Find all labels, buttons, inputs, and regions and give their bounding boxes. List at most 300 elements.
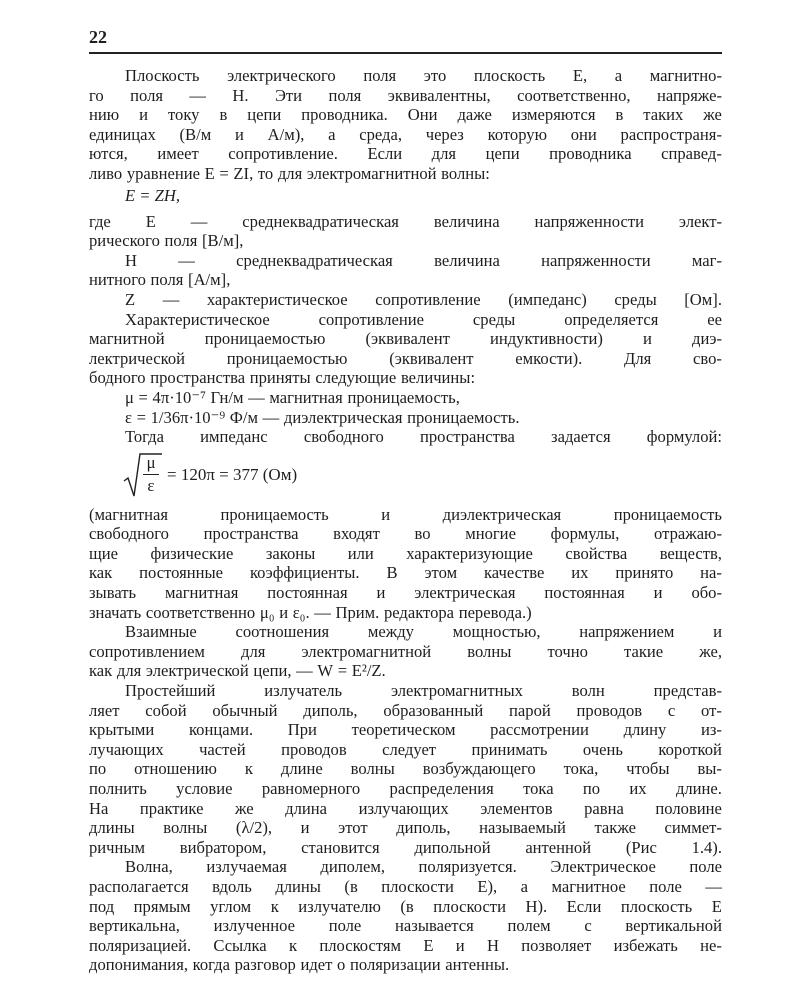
word: элементов bbox=[480, 798, 553, 818]
word: электрического bbox=[227, 66, 336, 85]
word: тока bbox=[523, 779, 554, 798]
word: а bbox=[328, 124, 336, 144]
word: магнитное bbox=[551, 876, 626, 896]
word: бодного bbox=[89, 368, 146, 388]
word: проницаемостью bbox=[226, 348, 348, 368]
word: (Рис bbox=[625, 837, 657, 857]
word: магнитная bbox=[269, 387, 343, 407]
sqrt-numerator: μ bbox=[146, 452, 156, 472]
word: распределения bbox=[389, 779, 494, 798]
word: как bbox=[89, 563, 113, 583]
word: 4π·10⁻⁷ bbox=[152, 387, 206, 407]
word: (в bbox=[400, 896, 414, 916]
word: с bbox=[667, 700, 676, 720]
word: этот bbox=[338, 818, 368, 838]
word: — bbox=[314, 602, 331, 622]
word: прямым bbox=[133, 896, 191, 916]
word: поляризации bbox=[349, 955, 441, 975]
word: соответственно bbox=[145, 602, 256, 622]
word: магнитно- bbox=[649, 66, 722, 85]
word: Если bbox=[367, 144, 403, 164]
word: на- bbox=[700, 563, 722, 583]
word: вертикальной bbox=[625, 916, 722, 936]
word: среды bbox=[472, 309, 516, 329]
word: величины: bbox=[400, 368, 476, 388]
word: — bbox=[189, 85, 206, 105]
word: антенной bbox=[525, 837, 592, 857]
word: = bbox=[337, 661, 348, 681]
word: пространства bbox=[203, 524, 299, 544]
word: качестве bbox=[483, 563, 545, 583]
word: позволяет bbox=[521, 935, 592, 955]
word: имеет bbox=[157, 144, 199, 164]
word: следующие bbox=[315, 368, 397, 388]
word: длине bbox=[280, 759, 323, 779]
word: и bbox=[381, 504, 391, 524]
word: напряженности bbox=[534, 211, 644, 231]
word: H bbox=[125, 250, 137, 270]
word: ε₀. bbox=[292, 602, 310, 622]
word: проницаемость bbox=[613, 504, 722, 524]
word: диполь, bbox=[303, 700, 358, 720]
word: для bbox=[116, 661, 142, 681]
text-line bbox=[89, 759, 722, 779]
word: допонимания, bbox=[89, 955, 188, 975]
word: вдоль bbox=[212, 876, 252, 896]
word: проводника. bbox=[301, 105, 388, 125]
text-line bbox=[89, 251, 722, 271]
word: Взаимные bbox=[125, 622, 197, 642]
word: и bbox=[653, 583, 663, 603]
word: плоскость bbox=[620, 896, 693, 916]
word: характеристическое bbox=[206, 289, 348, 309]
word: углом bbox=[210, 896, 252, 916]
text-line bbox=[89, 125, 722, 145]
word: как bbox=[89, 661, 113, 681]
word: [Ом]. bbox=[684, 289, 722, 309]
word: к bbox=[288, 935, 298, 955]
text-line bbox=[89, 368, 722, 388]
word: и bbox=[300, 818, 310, 838]
text-line bbox=[89, 661, 722, 681]
word: обо- bbox=[691, 583, 722, 603]
word: излучатель bbox=[264, 681, 343, 701]
word: они bbox=[570, 124, 597, 144]
word: формулы, bbox=[550, 524, 620, 544]
word: парой bbox=[509, 700, 551, 720]
word: мощностью, bbox=[452, 622, 541, 642]
word: длина bbox=[285, 798, 328, 818]
word: ричным bbox=[89, 837, 146, 857]
word: среднеквадратическая bbox=[236, 250, 393, 270]
word: идет bbox=[300, 955, 333, 975]
word: многие bbox=[465, 524, 516, 544]
word: длины bbox=[275, 876, 321, 896]
word: плоскости bbox=[433, 896, 506, 916]
formula-result: = 120π = 377 (Ом) bbox=[167, 464, 298, 484]
word: в bbox=[219, 105, 228, 125]
word: поля bbox=[363, 66, 397, 85]
word: величина bbox=[434, 250, 500, 270]
word: полем bbox=[507, 916, 551, 936]
word: от- bbox=[701, 700, 722, 720]
word: единицах bbox=[89, 124, 156, 144]
word: На bbox=[89, 798, 109, 818]
word: соотношения bbox=[235, 622, 330, 642]
word: уравнение bbox=[126, 163, 200, 183]
word: таких bbox=[643, 105, 684, 125]
word: перевода.) bbox=[458, 602, 532, 622]
word: редактора bbox=[383, 602, 455, 622]
word: вибратором, bbox=[179, 837, 267, 857]
text-line bbox=[89, 544, 722, 564]
word: под bbox=[89, 896, 115, 916]
text-line bbox=[89, 955, 722, 975]
word: H. bbox=[232, 85, 249, 105]
word: емкости). bbox=[515, 348, 583, 368]
word: магнитная bbox=[164, 583, 239, 603]
word: го bbox=[89, 85, 104, 105]
word: [В/м], bbox=[202, 231, 244, 251]
word: постоянная bbox=[544, 583, 625, 603]
word: тока, bbox=[563, 759, 599, 779]
word: половине bbox=[655, 798, 722, 818]
word: Гн/м bbox=[210, 387, 244, 407]
text-line bbox=[89, 270, 722, 290]
word: Характеристическое bbox=[125, 309, 270, 329]
word: и bbox=[139, 105, 149, 125]
word: пространства bbox=[150, 368, 246, 388]
word: веществ, bbox=[659, 543, 722, 563]
word: Тогда bbox=[125, 427, 164, 447]
word: для bbox=[241, 641, 266, 661]
word: сопротивление. bbox=[228, 144, 338, 164]
word: постоянные bbox=[139, 563, 224, 583]
text-line bbox=[89, 349, 722, 369]
word: ее bbox=[707, 309, 722, 329]
word: справед- bbox=[661, 144, 722, 164]
word: волны bbox=[163, 818, 208, 838]
word: и bbox=[455, 935, 465, 955]
text-line bbox=[89, 329, 722, 349]
word: сопротивление bbox=[375, 289, 481, 309]
text-line bbox=[89, 212, 722, 232]
word: Ф/м bbox=[229, 407, 259, 427]
word: пространства bbox=[419, 427, 515, 447]
word: поле bbox=[328, 916, 362, 936]
word: Для bbox=[624, 348, 652, 368]
word: для bbox=[431, 144, 457, 164]
word: свойства bbox=[565, 543, 628, 563]
word: электромагнитных bbox=[390, 681, 523, 701]
word: поляризацией. bbox=[89, 935, 192, 955]
word: E), bbox=[477, 876, 498, 896]
text-line bbox=[89, 916, 722, 936]
word: — bbox=[178, 250, 195, 270]
word: и bbox=[234, 124, 244, 144]
word: по bbox=[89, 759, 107, 779]
word: E²/Z. bbox=[351, 661, 386, 681]
word: Электрическое bbox=[550, 857, 656, 877]
word: среда, bbox=[359, 124, 402, 144]
word: принято bbox=[615, 563, 674, 583]
word: цепи bbox=[485, 144, 520, 164]
word: длине. bbox=[675, 779, 722, 798]
word: (магнитная bbox=[89, 504, 168, 524]
word: величина bbox=[433, 211, 500, 231]
word: W bbox=[317, 661, 334, 681]
word: поле bbox=[649, 876, 682, 896]
text-line bbox=[89, 583, 722, 603]
body-text bbox=[89, 66, 722, 975]
word: соответственно, bbox=[517, 85, 631, 105]
word: излученное bbox=[213, 916, 295, 936]
word: и bbox=[376, 583, 386, 603]
word: или bbox=[347, 543, 374, 563]
text-line bbox=[89, 838, 722, 858]
text-line bbox=[89, 524, 722, 544]
word: задается bbox=[551, 427, 611, 447]
word: = bbox=[136, 407, 146, 427]
text-line bbox=[89, 701, 722, 721]
word: электромагнитной bbox=[301, 641, 432, 661]
word: принимать bbox=[471, 739, 548, 759]
text-line bbox=[89, 86, 722, 106]
word: Если bbox=[566, 896, 602, 916]
word: физические bbox=[150, 543, 234, 563]
word: Z bbox=[125, 289, 136, 309]
word: μ bbox=[125, 387, 134, 407]
text-line bbox=[89, 603, 722, 623]
word: свободного bbox=[303, 427, 384, 447]
text-line bbox=[89, 66, 722, 86]
word: свободного bbox=[89, 524, 169, 544]
word: избежать bbox=[613, 935, 678, 955]
page-number: 22 bbox=[89, 27, 107, 47]
word: даже bbox=[457, 105, 492, 125]
word: обычный bbox=[212, 700, 278, 720]
word: когда bbox=[192, 955, 230, 975]
word: короткой bbox=[658, 739, 722, 759]
word: не- bbox=[700, 935, 722, 955]
word: напряжением bbox=[579, 622, 675, 642]
word: где bbox=[89, 211, 111, 231]
word: характеризующие bbox=[406, 543, 533, 563]
word: сво- bbox=[693, 348, 722, 368]
word: напряженности bbox=[541, 250, 651, 270]
word: индуктивности) bbox=[489, 329, 603, 349]
word: ливо bbox=[89, 163, 123, 183]
word: (импеданс) bbox=[508, 289, 587, 309]
word: (эквивалент bbox=[365, 329, 450, 349]
word: постоянная bbox=[267, 583, 348, 603]
word: практике bbox=[139, 798, 204, 818]
word: Ссылка bbox=[213, 935, 267, 955]
word: для bbox=[277, 163, 303, 183]
word: Волна, bbox=[125, 857, 173, 877]
word: элект- bbox=[678, 211, 722, 231]
word: то bbox=[257, 163, 274, 183]
word: приняты bbox=[249, 368, 311, 388]
word: проницаемостью bbox=[204, 329, 326, 349]
word: зывать bbox=[89, 583, 137, 603]
word: H bbox=[486, 935, 499, 955]
word: электромагнитной bbox=[306, 163, 437, 183]
word: полнить bbox=[89, 779, 147, 798]
word: называемый bbox=[479, 818, 566, 838]
word: рассмотрении bbox=[490, 720, 589, 740]
word: с bbox=[584, 916, 592, 936]
word: = bbox=[138, 387, 148, 407]
word: E, bbox=[572, 66, 588, 85]
word: излучаемая bbox=[206, 857, 287, 877]
word: среднеквадратическая bbox=[242, 211, 399, 231]
word: значать bbox=[89, 602, 142, 622]
word: ются, bbox=[89, 144, 128, 164]
word: законы bbox=[265, 543, 316, 563]
word: щие bbox=[89, 543, 119, 563]
text-line bbox=[89, 936, 722, 956]
word: следует bbox=[382, 739, 437, 759]
text-line bbox=[89, 857, 722, 877]
word: теоретическом bbox=[351, 720, 456, 740]
word: к bbox=[244, 759, 253, 779]
word: В bbox=[386, 563, 398, 583]
text-line bbox=[89, 105, 722, 125]
word: проницаемость, bbox=[347, 387, 460, 407]
text-line bbox=[89, 877, 722, 897]
word: которую bbox=[487, 124, 547, 144]
word: отношению bbox=[134, 759, 217, 779]
word: (эквивалент bbox=[389, 348, 474, 368]
word: лектрической bbox=[89, 348, 186, 368]
word: концами. bbox=[188, 720, 254, 740]
word: отражаю- bbox=[654, 524, 722, 544]
word: разговор bbox=[234, 955, 296, 975]
word: о bbox=[337, 955, 346, 975]
text-line bbox=[89, 388, 722, 408]
word: плоскость bbox=[473, 66, 546, 85]
word: сопротивлением bbox=[89, 641, 205, 661]
header-rule bbox=[89, 52, 722, 54]
word: такие bbox=[624, 641, 664, 661]
word: напряже- bbox=[657, 85, 722, 105]
word: образованный bbox=[383, 700, 484, 720]
word: а bbox=[614, 66, 623, 85]
word: поля bbox=[164, 231, 198, 251]
word: и bbox=[279, 602, 289, 622]
word: волн bbox=[571, 681, 605, 701]
word: сопротивление bbox=[318, 309, 425, 329]
word: представ- bbox=[653, 681, 722, 701]
text-line bbox=[89, 799, 722, 819]
word: распространя- bbox=[620, 124, 722, 144]
text-line bbox=[89, 642, 722, 662]
word: поля bbox=[150, 270, 184, 290]
text-line bbox=[89, 720, 722, 740]
word: диполем, bbox=[320, 857, 385, 877]
word: электрической bbox=[145, 661, 249, 681]
word: же bbox=[703, 105, 722, 125]
word: (В/м bbox=[179, 124, 212, 144]
word: частей bbox=[199, 739, 246, 759]
word: очень bbox=[582, 739, 623, 759]
text-line bbox=[89, 505, 722, 525]
sqrt-denominator: ε bbox=[147, 475, 155, 495]
word: равномерного bbox=[261, 779, 361, 798]
word: в bbox=[615, 105, 624, 125]
text-line bbox=[89, 164, 722, 184]
word: поляризуется. bbox=[418, 857, 517, 877]
word: поля bbox=[328, 85, 362, 105]
word: нию bbox=[89, 105, 120, 125]
word: по bbox=[582, 779, 601, 798]
word: условие bbox=[176, 779, 233, 798]
word: Простейший bbox=[125, 681, 216, 701]
word: волны: bbox=[441, 163, 490, 183]
fraction-bar bbox=[143, 474, 159, 475]
word: крытыми bbox=[89, 720, 155, 740]
word: равна bbox=[584, 798, 624, 818]
word: дипольной bbox=[414, 837, 491, 857]
word: лучающих bbox=[89, 739, 164, 759]
impedance-formula bbox=[89, 449, 722, 501]
word: а bbox=[520, 876, 529, 896]
word: через bbox=[425, 124, 464, 144]
word: их bbox=[629, 779, 647, 798]
word: становится bbox=[301, 837, 380, 857]
word: — bbox=[262, 407, 280, 427]
word: Плоскость bbox=[125, 66, 200, 85]
word: (в bbox=[344, 876, 358, 896]
word: длину bbox=[623, 720, 667, 740]
word: E bbox=[423, 935, 434, 955]
word: и bbox=[713, 622, 722, 642]
word: плоскостям bbox=[319, 935, 402, 955]
word: же bbox=[234, 798, 254, 818]
word: А/м), bbox=[267, 124, 305, 144]
text-line bbox=[89, 622, 722, 642]
word: волны bbox=[350, 759, 395, 779]
word: проводника bbox=[549, 144, 632, 164]
word: чтобы bbox=[626, 759, 670, 779]
word: излучателю bbox=[298, 896, 381, 916]
text-line bbox=[89, 681, 722, 701]
word: Эти bbox=[274, 85, 303, 105]
word: к bbox=[270, 896, 279, 916]
word: коэффициенты. bbox=[249, 563, 360, 583]
word: волны bbox=[467, 641, 512, 661]
text-line bbox=[89, 144, 722, 164]
sqrt-radical bbox=[123, 451, 163, 499]
word: импеданс bbox=[200, 427, 268, 447]
word: магнитной bbox=[89, 329, 165, 349]
word: цепи bbox=[247, 105, 282, 125]
word: плоскости bbox=[381, 876, 454, 896]
text-line bbox=[89, 779, 722, 799]
word: из- bbox=[701, 720, 722, 740]
word: антенны. bbox=[445, 955, 510, 975]
word: ε bbox=[125, 407, 132, 427]
word: — bbox=[248, 387, 265, 407]
word: ZI, bbox=[233, 163, 254, 183]
word: E bbox=[204, 163, 215, 183]
word: точно bbox=[547, 641, 588, 661]
word: — bbox=[162, 289, 180, 309]
word: формулой: bbox=[646, 427, 722, 447]
text-line bbox=[89, 231, 722, 251]
word: называется bbox=[395, 916, 474, 936]
